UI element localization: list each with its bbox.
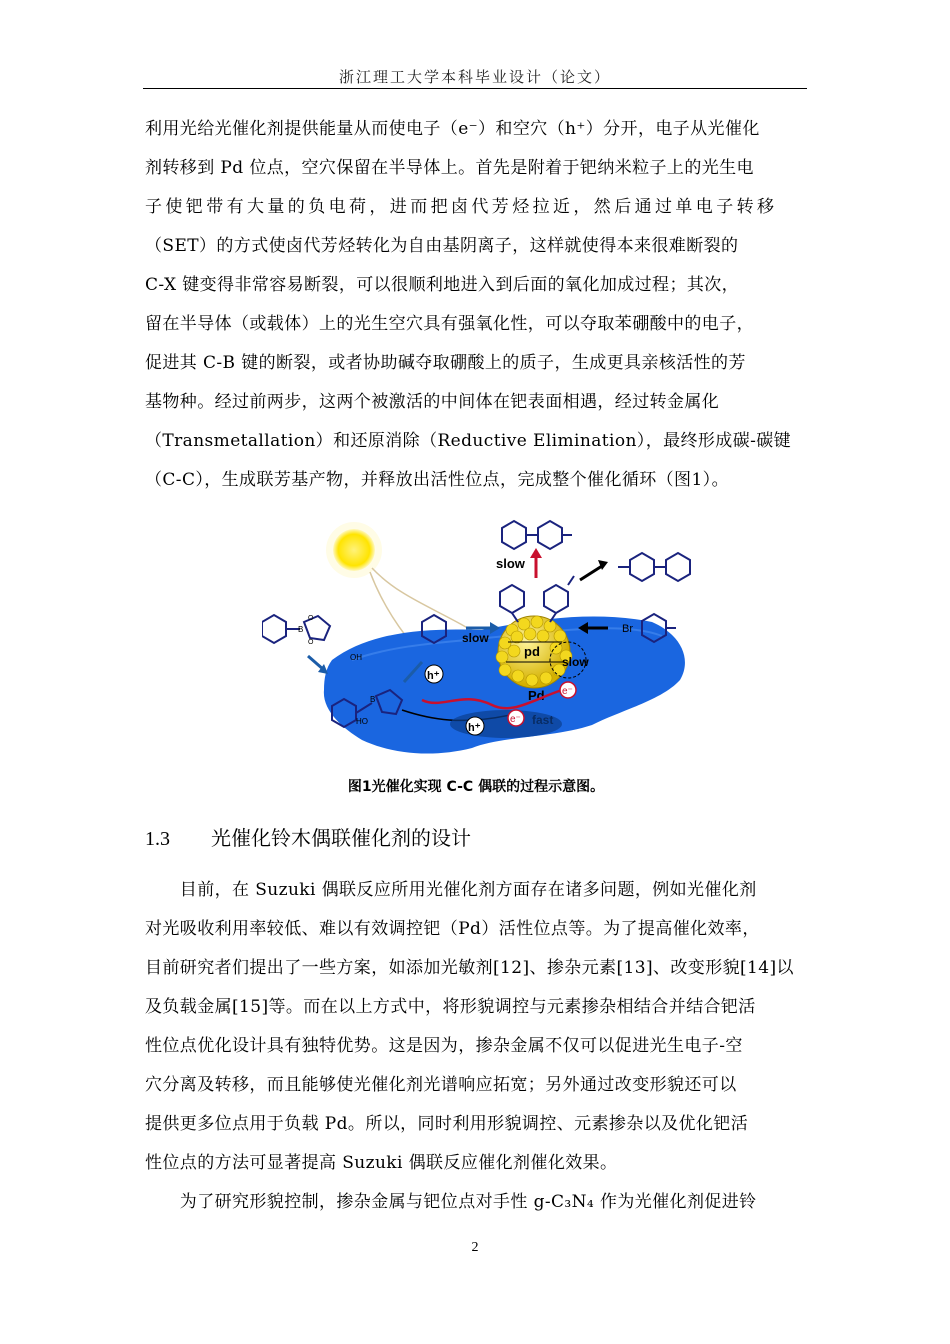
slow-label-right: slow [562, 655, 589, 669]
text-line: 促进其 C-B 键的断裂，或者协助碱夺取硼酸上的质子，生成更具亲核活性的芳 [145, 353, 746, 373]
text-line: 穴分离及转移，而且能够使光催化剂光谱响应拓宽；另外通过改变形貌还可以 [145, 1075, 737, 1095]
header-rule [143, 88, 807, 89]
hole-label-1: h⁺ [427, 670, 440, 682]
text-line: 利用光给光催化剂提供能量从而使电子（e⁻）和空穴（h⁺）分开，电子从光催化 [145, 119, 760, 139]
text-line: （Transmetallation）和还原消除（Reductive Elimination），最终形成碳-碳键 [145, 431, 792, 451]
text-line: 性位点的方法可显著提高 Suzuki 偶联反应催化剂催化效果。 [145, 1153, 618, 1173]
paragraph-1 [145, 110, 807, 500]
biphenyl-ring [666, 553, 690, 581]
o-label-1: O [308, 615, 314, 622]
text-line: 基物种。经过前两步，这两个被激活的中间体在钯表面相遇，经过转金属化 [145, 392, 720, 412]
text-line: 及负载金属[15]等。而在以上方式中，将形貌调控与元素掺杂相结合并结合钯活 [145, 997, 756, 1017]
text-line: 子使钯带有大量的负电荷，进而把卤代芳烃拉近，然后通过单电子转移 [145, 197, 778, 217]
hole-label-2: h⁺ [468, 722, 481, 734]
black-arrow [580, 566, 602, 580]
text-line: C-X 键变得非常容易断裂，可以很顺利地进入到后面的氧化加成过程；其次， [145, 275, 740, 295]
text-line: 留在半导体（或载体）上的光生空穴具有强氧化性，可以夺取苯硼酸中的电子， [145, 314, 754, 334]
text-line: 目前，在 Suzuki 偶联反应所用光催化剂方面存在诸多问题，例如光催化剂 [145, 880, 757, 900]
section-heading [145, 822, 471, 851]
paragraph-2 [145, 871, 807, 1222]
text-line: （C-C），生成联芳基产物，并释放出活性位点，完成整个催化循环（图1）。 [145, 470, 729, 490]
photocatalysis-figure [262, 510, 694, 762]
text-line: 目前研究者们提出了一些方案，如添加光敏剂[12]、掺杂元素[13]、改变形貌[14]以 [145, 958, 794, 978]
figure-caption: 图1光催化实现 C-C 偶联的过程示意图。 [347, 779, 605, 795]
biaryl-product-ring [502, 521, 526, 549]
electron-label-2: e⁻ [562, 686, 573, 697]
oh-label: OH [350, 653, 362, 662]
page-number: 2 [471, 1240, 479, 1255]
biphenyl-ring [630, 553, 654, 581]
phenyl-on-pd-ring [500, 585, 524, 613]
boronic-ester-phenyl [262, 615, 286, 643]
electron-label-1: e⁻ [510, 714, 521, 725]
sun-core [333, 529, 375, 571]
biaryl-product-ring [538, 521, 562, 549]
text-line: 剂转移到 Pd 位点，空穴保留在半导体上。首先是附着于钯纳米粒子上的光生电 [145, 158, 754, 178]
text-line: 对光吸收利用率较低、难以有效调控钯（Pd）活性位点等。为了提高催化效率， [145, 919, 760, 939]
br-label: Br [622, 623, 633, 635]
pd-label: pd [524, 644, 540, 659]
text-line: 性位点优化设计具有独特优势。这是因为，掺杂金属不仅可以促进光生电子-空 [145, 1036, 743, 1056]
slow-label-top: slow [496, 556, 525, 571]
section-number: 1.3 [145, 828, 170, 850]
b-label-2: B [370, 695, 376, 704]
red-arrowhead [530, 548, 542, 558]
page-header: 浙江理工大学本科毕业设计（论文） [338, 68, 611, 86]
text-line: 为了研究形貌控制，掺杂金属与钯位点对手性 g-C₃N₄ 作为光催化剂促进铃 [145, 1192, 757, 1212]
o-label-2: O [308, 639, 314, 646]
b-label-1: B [298, 625, 304, 634]
slow-label-left: slow [462, 631, 489, 645]
ho-label: HO [356, 717, 368, 726]
section-title: 光催化铃木偶联催化剂的设计 [211, 826, 471, 850]
pd-label-2: Pd [528, 688, 545, 703]
text-line: （SET）的方式使卤代芳烃转化为自由基阴离子，这样就使得本来很难断裂的 [145, 236, 739, 256]
text-line: 提供更多位点用于负载 Pd。所以，同时利用形貌调控、元素掺杂以及优化钯活 [145, 1114, 749, 1134]
tolyl-on-pd-ring [544, 585, 568, 613]
